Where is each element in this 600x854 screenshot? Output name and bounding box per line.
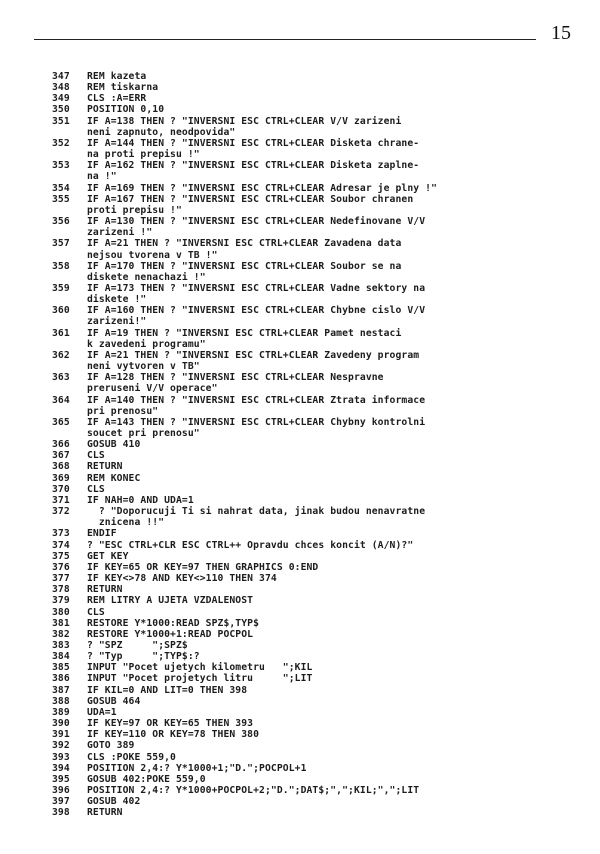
code-line [52, 718, 437, 729]
line-number: 349 [52, 93, 70, 105]
code-line [52, 305, 437, 316]
line-code: IF KEY=97 OR KEY=65 THEN 393 [87, 718, 254, 730]
line-code: GOSUB 402 [87, 796, 141, 808]
line-code: IF A=21 THEN ? "INVERSNI ESC CTRL+CLEAR Zavedeny program [87, 349, 420, 361]
line-number: 371 [52, 494, 70, 506]
code-line [52, 484, 437, 495]
line-code: GOTO 389 [87, 740, 135, 752]
line-number: 373 [52, 528, 70, 540]
line-number [52, 428, 87, 439]
line-number: 374 [52, 539, 70, 551]
line-code: IF KEY<>78 AND KEY<>110 THEN 374 [87, 573, 277, 585]
line-number: 381 [52, 617, 70, 629]
code-line [52, 417, 437, 428]
line-code: INPUT "Pocet projetych litru ";LIT [87, 673, 313, 685]
line-code: RETURN [87, 461, 123, 473]
line-number: 350 [52, 104, 70, 116]
line-number: 354 [52, 182, 70, 194]
line-code: zarizeni !" [87, 227, 153, 239]
line-code: CLS [87, 450, 105, 462]
line-code: diskete nenachazi !" [87, 271, 206, 283]
line-number: 375 [52, 550, 70, 562]
line-code: CLS [87, 606, 105, 618]
line-code: na !" [87, 171, 117, 183]
line-number: 360 [52, 305, 70, 317]
line-number: 368 [52, 461, 70, 473]
line-code: pri prenosu" [87, 405, 159, 417]
line-number [52, 171, 87, 182]
line-code: REM kazeta [87, 71, 147, 82]
line-code: IF A=130 THEN ? "INVERSNI ESC CTRL+CLEAR Nedefinovane V/V [87, 216, 426, 228]
line-code: IF KIL=0 AND LIT=0 THEN 398 [87, 684, 248, 696]
line-code: IF NAH=0 AND UDA=1 [87, 494, 194, 506]
line-number [52, 127, 87, 138]
line-number: 396 [52, 785, 70, 796]
code-line [52, 473, 437, 484]
line-number: 361 [52, 327, 70, 339]
line-number: 351 [52, 115, 70, 127]
line-code: ? "Typ ";TYP$:? [87, 651, 200, 663]
line-code: IF A=167 THEN ? "INVERSNI ESC CTRL+CLEAR Soubor chranen [87, 193, 414, 205]
code-line [52, 752, 437, 763]
code-line [52, 116, 437, 127]
line-number: 356 [52, 216, 70, 228]
line-number: 382 [52, 628, 70, 640]
line-code: neni vytvoren v TB" [87, 361, 200, 373]
code-line [52, 528, 437, 539]
line-code: REM tiskarna [87, 82, 159, 94]
line-number: 357 [52, 238, 70, 250]
line-number: 398 [52, 807, 70, 819]
line-number: 348 [52, 82, 70, 94]
code-line [52, 160, 437, 171]
code-line [52, 618, 437, 629]
code-line [52, 729, 437, 740]
code-line [52, 350, 437, 361]
line-number: 384 [52, 651, 70, 663]
line-number: 355 [52, 193, 70, 205]
code-line [52, 506, 437, 517]
line-code: CLS [87, 483, 105, 495]
code-line [52, 183, 437, 194]
code-line [52, 227, 437, 238]
code-line [52, 796, 437, 807]
code-line [52, 807, 437, 818]
code-line [52, 361, 437, 372]
line-code: soucet pri prenosu" [87, 428, 200, 439]
code-line [52, 372, 437, 383]
code-line [52, 250, 437, 261]
code-line [52, 104, 437, 115]
line-code: IF A=140 THEN ? "INVERSNI ESC CTRL+CLEAR Ztrata informace [87, 394, 426, 406]
line-number: 377 [52, 573, 70, 585]
line-number: 366 [52, 439, 70, 451]
line-number [52, 227, 87, 238]
line-code: REM LITRY A UJETA VZDALENOST [87, 595, 254, 607]
code-line [52, 205, 437, 216]
line-code: nejsou tvorena v TB !" [87, 249, 218, 261]
line-number: 379 [52, 595, 70, 607]
line-number: 388 [52, 695, 70, 707]
line-number [52, 517, 87, 528]
line-number [52, 149, 87, 160]
code-line [52, 194, 437, 205]
code-line [52, 584, 437, 595]
line-number: 364 [52, 394, 70, 406]
line-code: IF A=138 THEN ? "INVERSNI ESC CTRL+CLEAR V/V zarizeni [87, 115, 402, 127]
code-line [52, 71, 437, 82]
line-code: zarizeni!" [87, 316, 147, 328]
line-number: 365 [52, 416, 70, 428]
code-line [52, 662, 437, 673]
line-code: IF A=128 THEN ? "INVERSNI ESC CTRL+CLEAR Nespravne [87, 372, 384, 384]
code-line [52, 339, 437, 350]
code-line [52, 406, 437, 417]
line-number: 392 [52, 740, 70, 752]
code-line [52, 450, 437, 461]
code-line [52, 785, 437, 796]
code-line [52, 763, 437, 774]
line-code: IF A=144 THEN ? "INVERSNI ESC CTRL+CLEAR Disketa chrane- [87, 137, 420, 149]
line-code: POSITION 2,4:? Y*1000+POCPOL+2;"D.";DAT$;",";KIL;",";LIT [87, 785, 420, 796]
line-number: 383 [52, 639, 70, 651]
code-line [52, 607, 437, 618]
line-code: POSITION 0,10 [87, 104, 165, 116]
line-number: 386 [52, 673, 70, 685]
code-line [52, 685, 437, 696]
line-code: INPUT "Pocet ujetych kilometru ";KIL [87, 662, 313, 674]
code-line [52, 740, 437, 751]
line-code: IF KEY=110 OR KEY=78 THEN 380 [87, 729, 260, 741]
code-line [52, 82, 437, 93]
code-line [52, 395, 437, 406]
line-number: 369 [52, 472, 70, 484]
line-number [52, 294, 87, 305]
line-code: GOSUB 464 [87, 695, 141, 707]
code-line [52, 294, 437, 305]
line-code: ENDIF [87, 528, 117, 540]
line-number [52, 383, 87, 394]
basic-program-listing [52, 71, 437, 818]
line-code: proti prepisu !" [87, 204, 182, 216]
line-number [52, 205, 87, 216]
line-code: IF A=160 THEN ? "INVERSNI ESC CTRL+CLEAR Chybne cislo V/V [87, 305, 426, 317]
line-code: GET KEY [87, 550, 129, 562]
line-number: 358 [52, 260, 70, 272]
line-number: 367 [52, 450, 70, 462]
line-number: 352 [52, 137, 70, 149]
line-number [52, 339, 87, 350]
code-line [52, 171, 437, 182]
page-number: 15 [551, 22, 571, 44]
line-code: na proti prepisu !" [87, 149, 200, 161]
code-line [52, 261, 437, 272]
code-line [52, 316, 437, 327]
line-code: IF A=19 THEN ? "INVERSNI ESC CTRL+CLEAR Pamet nestaci [87, 327, 402, 339]
line-code: diskete !" [87, 294, 147, 306]
code-line [52, 238, 437, 249]
code-line [52, 461, 437, 472]
code-line [52, 283, 437, 294]
line-number [52, 406, 87, 417]
line-code: IF A=169 THEN ? "INVERSNI ESC CTRL+CLEAR Adresar je plny !" [87, 182, 438, 194]
code-line [52, 707, 437, 718]
line-number: 380 [52, 606, 70, 618]
line-number: 353 [52, 160, 70, 172]
line-number [52, 250, 87, 261]
code-line [52, 573, 437, 584]
code-line [52, 428, 437, 439]
line-number: 397 [52, 796, 70, 808]
line-number: 370 [52, 483, 70, 495]
line-code: GOSUB 402:POKE 559,0 [87, 773, 206, 785]
line-number: 378 [52, 584, 70, 596]
code-line [52, 383, 437, 394]
line-code: RETURN [87, 807, 123, 819]
line-code: GOSUB 410 [87, 439, 141, 451]
code-line [52, 127, 437, 138]
code-line [52, 272, 437, 283]
line-code: IF KEY=65 OR KEY=97 THEN GRAPHICS 0:END [87, 561, 319, 573]
line-number [52, 361, 87, 372]
line-number: 359 [52, 282, 70, 294]
line-code: ? "SPZ ";SPZ$ [87, 639, 188, 651]
code-line [52, 774, 437, 785]
line-number: 387 [52, 684, 70, 696]
line-code: IF A=170 THEN ? "INVERSNI ESC CTRL+CLEAR Soubor se na [87, 260, 402, 272]
code-line [52, 93, 437, 104]
code-line [52, 328, 437, 339]
code-line [52, 551, 437, 562]
line-number: 393 [52, 751, 70, 763]
line-number: 395 [52, 773, 70, 785]
line-code: UDA=1 [87, 706, 117, 718]
line-code: neni zapnuto, neodpovida" [87, 126, 236, 138]
line-code: IF A=162 THEN ? "INVERSNI ESC CTRL+CLEAR Disketa zaplne- [87, 160, 420, 172]
code-line [52, 517, 437, 528]
code-line [52, 540, 437, 551]
code-line [52, 629, 437, 640]
line-code: POSITION 2,4:? Y*1000+1;"D.";POCPOL+1 [87, 762, 307, 774]
code-line [52, 138, 437, 149]
line-number: 391 [52, 729, 70, 741]
code-line [52, 216, 437, 227]
line-code: k zavedeni programu" [87, 338, 206, 350]
line-code: CLS :POKE 559,0 [87, 751, 176, 763]
code-line [52, 495, 437, 506]
line-code: preruseni V/V operace" [87, 383, 218, 395]
line-code: RESTORE Y*1000+1:READ POCPOL [87, 628, 254, 640]
line-code: CLS :A=ERR [87, 93, 147, 105]
line-number: 389 [52, 706, 70, 718]
line-code: ? "Doporucuji Ti si nahrat data, jinak budou nenavratne [87, 506, 426, 518]
line-number: 390 [52, 718, 70, 730]
line-code: RESTORE Y*1000:READ SPZ$,TYP$ [87, 617, 260, 629]
code-line [52, 673, 437, 684]
code-line [52, 149, 437, 160]
line-code: znicena !!" [87, 517, 165, 529]
line-code: IF A=173 THEN ? "INVERSNI ESC CTRL+CLEAR Vadne sektory na [87, 282, 426, 294]
line-code: ? "ESC CTRL+CLR ESC CTRL++ Opravdu chces koncit (A/N)?" [87, 539, 414, 551]
line-code: RETURN [87, 584, 123, 596]
code-line [52, 562, 437, 573]
header-rule [34, 39, 536, 40]
line-code: IF A=21 THEN ? "INVERSNI ESC CTRL+CLEAR Zavadena data [87, 238, 402, 250]
line-number: 362 [52, 349, 70, 361]
code-line [52, 640, 437, 651]
code-line [52, 651, 437, 662]
line-number: 376 [52, 561, 70, 573]
line-code: REM KONEC [87, 472, 141, 484]
line-number [52, 316, 87, 327]
line-number: 385 [52, 662, 70, 674]
line-number [52, 272, 87, 283]
code-line [52, 696, 437, 707]
line-number: 394 [52, 762, 70, 774]
line-number: 363 [52, 372, 70, 384]
line-number: 372 [52, 506, 70, 518]
line-number: 347 [52, 71, 70, 82]
code-line [52, 595, 437, 606]
code-line [52, 439, 437, 450]
line-code: IF A=143 THEN ? "INVERSNI ESC CTRL+CLEAR Chybny kontrolni [87, 416, 426, 428]
